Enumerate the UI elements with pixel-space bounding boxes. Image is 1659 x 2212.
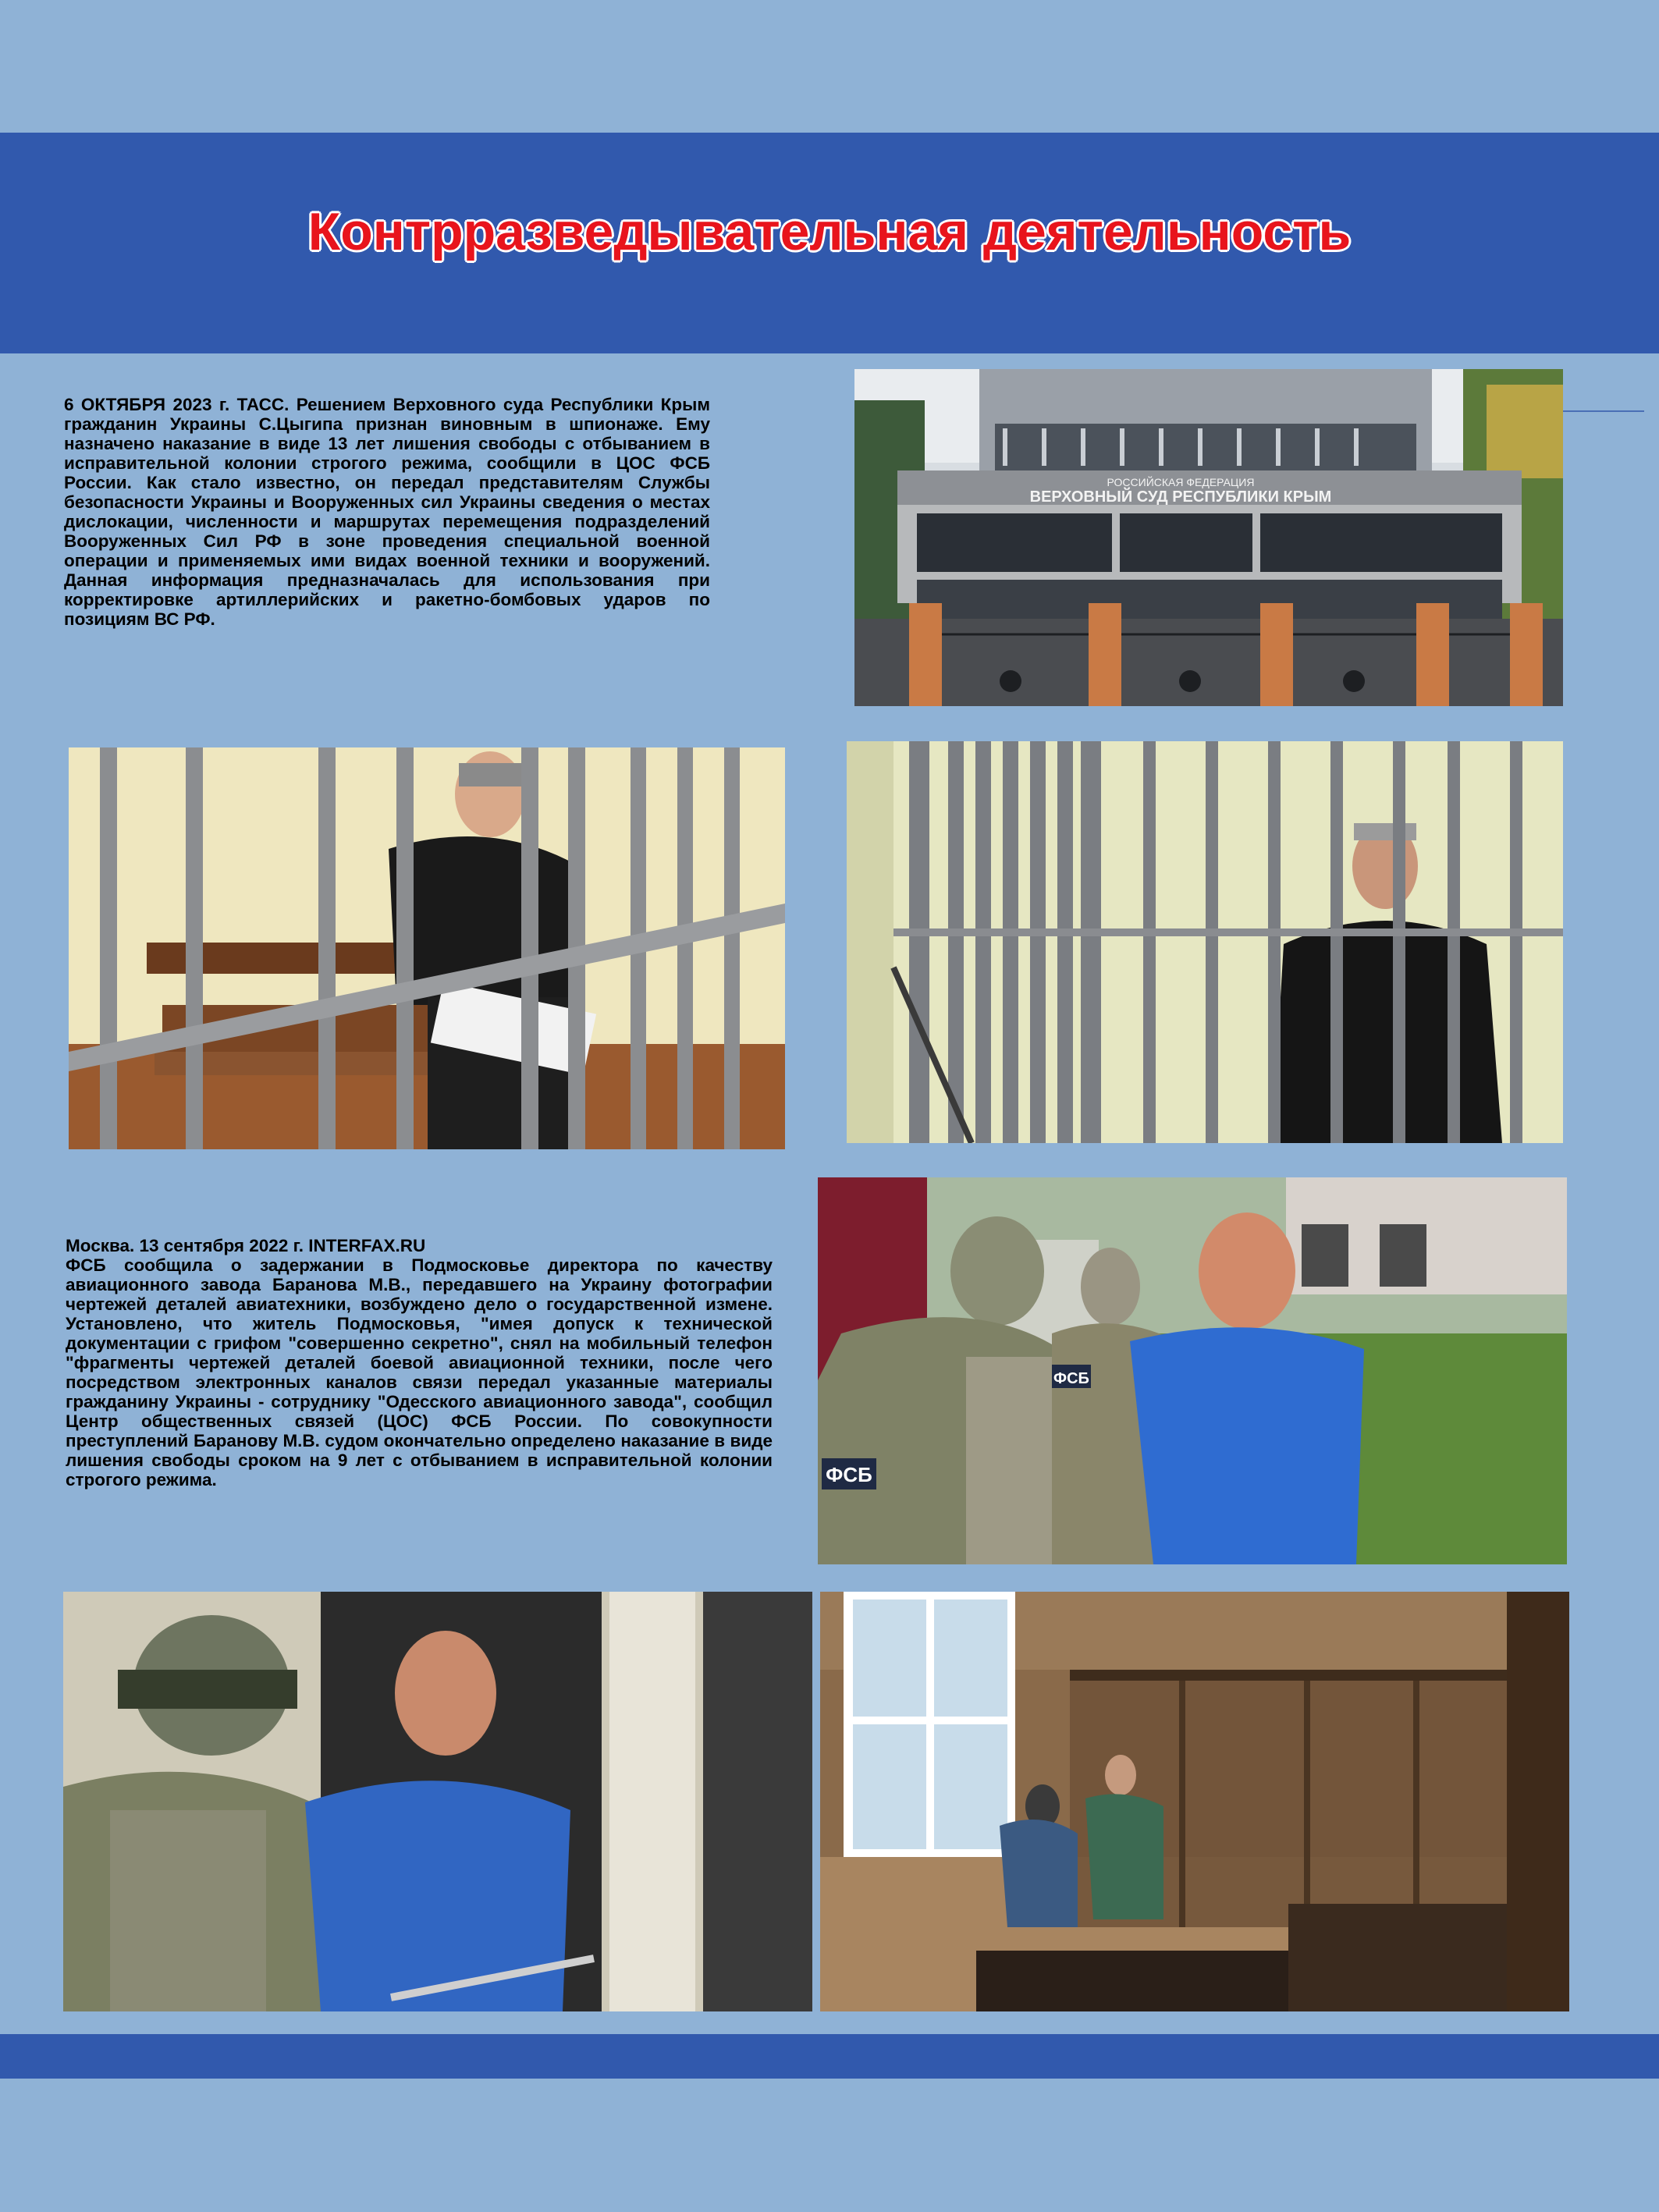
photo-court-building xyxy=(854,369,1563,706)
article-2-text: ФСБ сообщила о задержании в Подмосковье директора по качеству авиационного завода Баранова М.В., передавшего на Украину фотографии чертежей деталей авиатехники, возбуждено дело о государственной измене. Установлено, что житель Подмосковья, "имея допуск к технической документации с грифом "совершенно секретно", снял на мобильный телефон "фрагменты чертежей деталей боевой авиационной техники, после чего посредством электронных каналов связи передал указанные материалы гражданину Украины - сотруднику "Одесского авиационного завода", сообщил Центр общественных связей (ЦОС) ФСБ России. По совокупности преступлений Баранову М.В. судом окончательно определено наказание в виде лишения свободы сроком на 9 лет с отбыванием в исправительной колонии строгого режима. xyxy=(66,1255,773,1489)
fsb-badge-1: ФСБ xyxy=(826,1463,872,1486)
page-title: Контрразведывательная деятельность xyxy=(307,202,1352,261)
court-sign-line1: РОССИЙСКАЯ ФЕДЕРАЦИЯ xyxy=(1107,476,1255,488)
decorative-line xyxy=(1563,410,1644,412)
photo-courtroom xyxy=(820,1592,1569,2011)
fsb-badge-2: ФСБ xyxy=(1053,1370,1089,1387)
photo-detention-yard xyxy=(818,1177,1567,1564)
footer-band xyxy=(0,2034,1659,2079)
photo-defendant-writing xyxy=(69,747,785,1149)
photo-detainee-doorway xyxy=(63,1592,812,2011)
article-1-text: 6 ОКТЯБРЯ 2023 г. ТАСС. Решением Верховного суда Республики Крым гражданин Украины С.Цыгипа признан виновным в шпионаже. Ему назначено наказание в виде 13 лет лишения свободы с отбыванием в исправительной колонии строгого режима, сообщили в ЦОС ФСБ России. Как стало известно, он передал представителям Службы безопасности Украины и Вооруженных сил Украины сведения о местах дислокации, численности и маршрутах перемещения подразделений Вооруженных Сил РФ в зоне проведения специальной военной операции и применяемых ими видах военной техники и вооружений. Данная информация предназначалась для использования при корректировке артиллерийских и ракетно-бомбовых ударов по позициям ВС РФ. xyxy=(64,395,710,629)
photo-defendant-standing xyxy=(847,741,1563,1143)
article-2-heading: Москва. 13 сентября 2022 г. INTERFAX.RU xyxy=(66,1236,426,1255)
court-sign-line2: ВЕРХОВНЫЙ СУД РЕСПУБЛИКИ КРЫМ xyxy=(1029,488,1332,506)
article-2 xyxy=(66,1236,773,1489)
